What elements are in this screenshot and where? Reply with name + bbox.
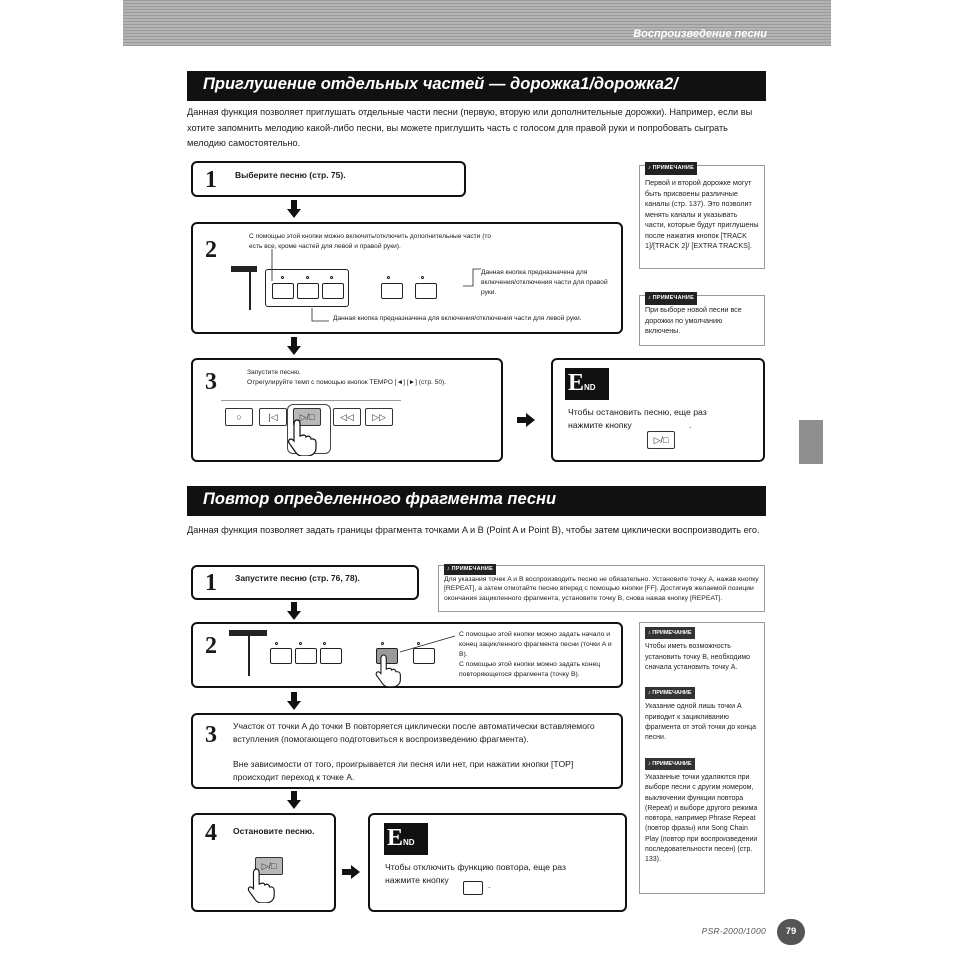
header-bar: [123, 0, 831, 46]
arrow-down-icon: [287, 791, 301, 809]
s2-step2-box: [191, 622, 623, 688]
song-start-stop-button[interactable]: ▷/□: [293, 408, 321, 426]
arrow-down-icon: [287, 692, 301, 710]
note-tag: ♪ ПРИМЕЧАНИЕ: [645, 758, 695, 770]
s1-step1-number: 1: [205, 167, 217, 193]
pointing-hand-icon: [285, 418, 319, 456]
s2-step4-text: Остановите песню.: [233, 826, 315, 836]
s2-side-notes: [639, 622, 765, 894]
note-tag: ♪ ПРИМЕЧАНИЕ: [645, 292, 697, 305]
s1-end-box: [551, 358, 765, 462]
s1-note1: [639, 165, 765, 269]
s2-step2-text1: С помощью этой кнопки можно задать начало и конец зацикленного фрагмента песни (точки A и B).: [459, 631, 612, 658]
s2-step3-number: 3: [205, 722, 217, 748]
s1-note2-text: При выборе новой песни все дорожки по умолчанию включены.: [645, 305, 742, 335]
arrow-right-icon: [517, 413, 535, 427]
section2-title: Повтор определенного фрагмента песни: [187, 486, 766, 516]
s1-step2-right-text: Данная кнопка предназначена для включения/отключения части для правой руки.: [481, 269, 608, 296]
s2-step3-box: [191, 713, 623, 789]
s2-end-suffix: .: [488, 880, 491, 890]
arrow-right-icon: [342, 865, 360, 879]
s1-step3-line1: Запустите песню.: [247, 369, 301, 376]
song-rew-button[interactable]: ◁◁: [333, 408, 361, 426]
s2-side-note1-text: Чтобы иметь возможность установить точку B, необходимо сначала установить точку A.: [645, 643, 751, 671]
section1-intro: Данная функция позволяет приглушать отдельные части песни (первую, вторую или дополнительные дорожки). Например, если вы хотите запомнить мелодию какой-либо песни, вы можете приглушить часть с голосом для правой руки и попробовать сыграть мелодию самостоятельно.: [187, 107, 753, 148]
s2-side-note3-text: Указанные точки удаляются при выборе песни с другим номером, выключении функции повтора (Repeat) и выборе другого режима повтора, например Phrase Repeat (повтор фразы) или Song Chain Play (повтор при воспроизведении последовательности песен) (стр. 133).: [645, 773, 758, 864]
section2-intro: Данная функция позволяет задать границы фрагмента точками A и B (Point A и Point B), чтобы затем циклически воспроизводить его.: [187, 525, 760, 535]
song-top-button[interactable]: |◁: [259, 408, 287, 426]
s1-step1-box: [191, 161, 466, 197]
s2-step4-number: 4: [205, 820, 217, 846]
note-tag: ♪ ПРИМЕЧАНИЕ: [645, 687, 695, 699]
arrow-down-icon: [287, 200, 301, 218]
song-start-stop-button[interactable]: ▷/□: [255, 857, 283, 875]
s2-step2-text2: С помощью этой кнопки можно задать конец повторяющегося фрагмента (точку B).: [459, 661, 601, 678]
s1-step3-line2: Отрегулируйте темп с помощью кнопок TEMPO [◄] [►] (стр. 50).: [247, 379, 447, 386]
end-logo-icon: E ND: [565, 368, 609, 400]
s2-note-top: [438, 565, 765, 612]
s1-step2-number: 2: [205, 237, 217, 263]
song-rec-button[interactable]: ○: [225, 408, 253, 426]
s1-step2-box: [191, 222, 623, 334]
s2-end-box: [368, 813, 627, 912]
pointing-hand-icon: [245, 867, 277, 903]
note-tag: ♪ ПРИМЕЧАНИЕ: [444, 564, 496, 575]
s2-side-note2-text: Указание одной лишь точки A приводит к зацикливанию фрагмента от этой точки до конца песни.: [645, 703, 756, 742]
s2-step1-box: [191, 565, 419, 600]
s2-step3-text2: Вне зависимости от того, проигрывается ли песня или нет, при нажатии кнопки [TOP] происходит переход к точке A.: [233, 759, 574, 782]
s1-end-text: Чтобы остановить песню, еще раз нажмите кнопку: [568, 407, 707, 430]
s1-step2-bottom-text: Данная кнопка предназначена для включения/отключения части для левой руки.: [333, 315, 582, 322]
s1-note1-text: Первой и второй дорожке могут быть присвоены различные каналы (стр. 137). Это позволит менять каналы и указывать части, которые будут приглушены после нажатия кнопок [TRACK 1]/[TRACK 2]/ [EXTRA TRACKS].: [645, 178, 759, 250]
s1-note2: [639, 295, 765, 346]
note-tag: ♪ ПРИМЕЧАНИЕ: [645, 162, 697, 175]
note-tag: ♪ ПРИМЕЧАНИЕ: [645, 627, 695, 639]
s1-end-suffix: .: [689, 420, 692, 430]
arrow-down-icon: [287, 337, 301, 355]
s2-step4-box: [191, 813, 336, 912]
s2-step1-text: Запустите песню (стр. 76, 78).: [235, 573, 360, 583]
side-tab: [799, 420, 823, 464]
start-stop-button[interactable]: ▷/□: [647, 431, 675, 449]
s1-step2-top-text: С помощью этой кнопки можно включить/отключить дополнительные части (то есть все, кроме частей для левой и правой руки).: [249, 233, 492, 250]
arrow-down-icon: [287, 602, 301, 620]
header-section-title: Воспроизведение песни: [633, 28, 767, 40]
s1-step1-text: Выберите песню (стр. 75).: [235, 170, 346, 180]
end-logo-icon: E ND: [384, 823, 428, 855]
s2-step3-text1: Участок от точки A до точки B повторяется циклически после автоматически вставляемого вступления (помогающего подготовиться к воспроизведению фрагмента).: [233, 721, 595, 744]
s2-step2-number: 2: [205, 633, 217, 659]
page-number: 79: [777, 919, 805, 945]
s1-step3-number: 3: [205, 369, 217, 395]
s2-note-top-text: Для указания точек A и B воспроизводить песню не обязательно. Установите точку A, нажав кнопку [REPEAT], а затем отмотайте песню вперед с помощью кнопки [FF]. Достигнув желаемой позиции окончания зацикленного фрагмента, установите точку B, снова нажав кнопку [REPEAT].: [444, 576, 759, 602]
repeat-button[interactable]: [463, 881, 483, 895]
song-ff-button[interactable]: ▷▷: [365, 408, 393, 426]
section1-title: Приглушение отдельных частей — дорожка1/дорожка2/: [187, 71, 766, 101]
footer-model: PSR-2000/1000: [701, 926, 766, 936]
s2-step1-number: 1: [205, 570, 217, 596]
s1-step3-box: [191, 358, 503, 462]
s2-end-text: Чтобы отключить функцию повтора, еще раз нажмите кнопку: [385, 862, 566, 885]
